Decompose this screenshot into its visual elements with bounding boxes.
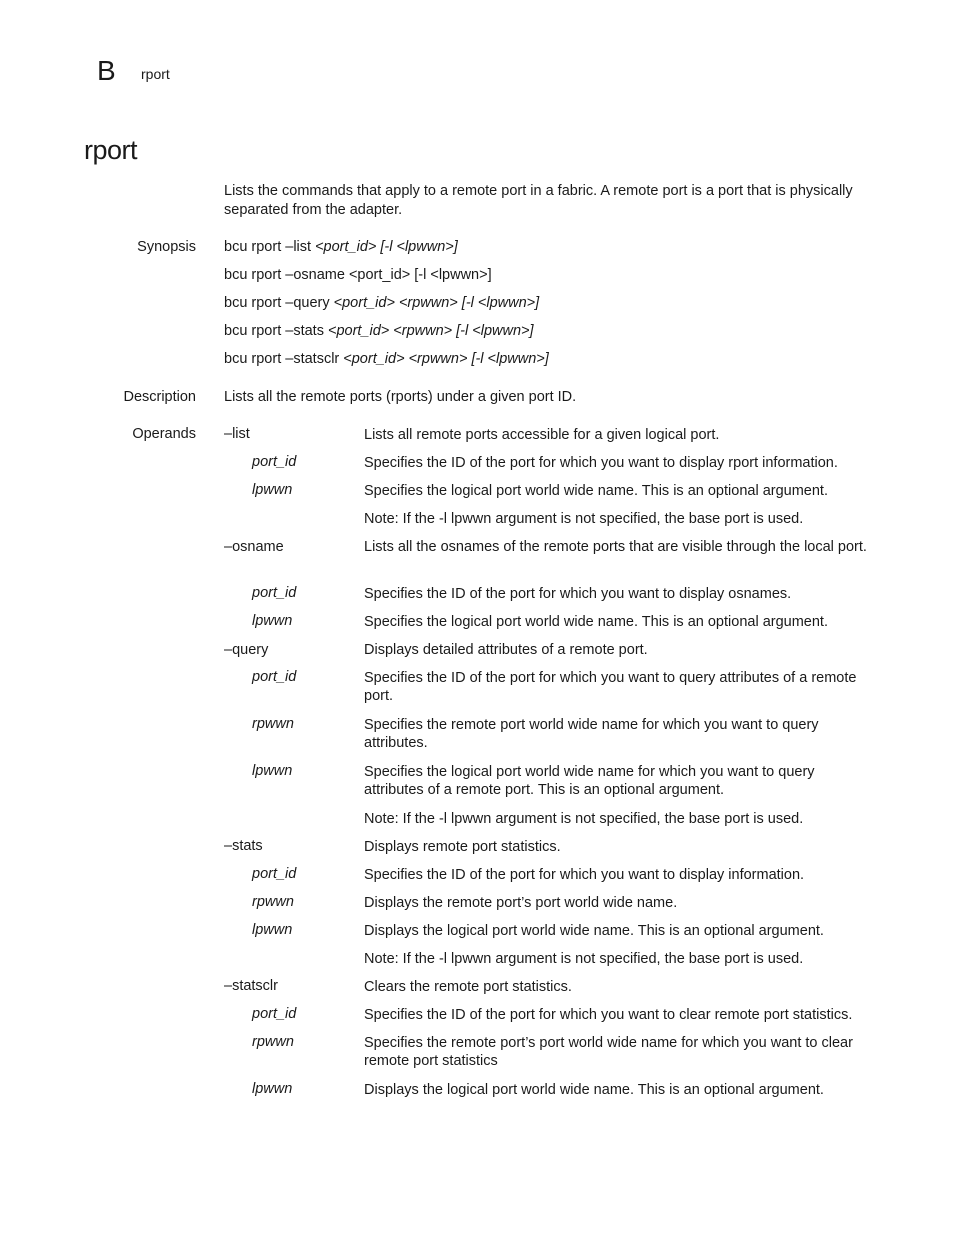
operand-query: –query [224, 642, 269, 658]
synopsis-args: <port_id> [-l <lpwwn>] [344, 267, 492, 283]
synopsis-command: statsclr [293, 351, 340, 367]
description-label: Description [123, 389, 196, 405]
operand-arg: rpwwn [252, 894, 294, 910]
operand-note: Note: If the -l lpwwn argument is not specified, the base port is used. [364, 951, 804, 967]
operand-note: Note: If the -l lpwwn argument is not specified, the base port is used. [364, 811, 804, 827]
operand-arg-desc: Specifies the remote port’s port world wide name for which you want to clear remote port statistics [364, 1035, 853, 1069]
synopsis-prefix: bcu rport – [224, 323, 294, 339]
operand-arg: lpwwn [252, 1081, 293, 1097]
synopsis-prefix: bcu rport – [224, 295, 294, 311]
operand-stats-desc: Displays remote port statistics. [364, 839, 561, 855]
operand-statsclr: –statsclr [224, 978, 278, 994]
operand-query-desc: Displays detailed attributes of a remote port. [364, 642, 648, 658]
description-text: Lists all the remote ports (rports) under a given port ID. [224, 389, 577, 405]
synopsis-prefix: bcu rport – [224, 351, 294, 367]
operand-arg-desc: Specifies the logical port world wide name. This is an optional argument. [364, 614, 828, 630]
chapter-letter: B [97, 55, 116, 86]
page-title: rport [84, 135, 138, 165]
operand-arg: lpwwn [252, 482, 293, 498]
operands-label: Operands [132, 426, 196, 442]
operand-statsclr-desc: Clears the remote port statistics. [364, 979, 572, 995]
operand-arg-desc: Displays the logical port world wide name. This is an optional argument. [364, 923, 824, 939]
operand-note: Note: If the -l lpwwn argument is not specified, the base port is used. [364, 511, 804, 527]
operand-arg: rpwwn [252, 1034, 294, 1050]
synopsis-args: <port_id> <rpwwn> [-l <lpwwn>] [323, 323, 534, 339]
synopsis-args: <port_id> [-l <lpwwn>] [311, 239, 458, 255]
synopsis-line-query [224, 295, 539, 311]
operand-arg: lpwwn [252, 613, 293, 629]
operand-arg: lpwwn [252, 763, 293, 779]
operand-arg: port_id [252, 1006, 297, 1022]
synopsis-args: <port_id> <rpwwn> [-l <lpwwn>] [329, 295, 540, 311]
operand-osname-desc: Lists all the osnames of the remote ports that are visible through the local port. [364, 539, 867, 555]
synopsis-line-statsclr [224, 351, 549, 367]
synopsis-line-stats [224, 323, 534, 339]
operand-arg: lpwwn [252, 922, 293, 938]
operand-arg-desc: Specifies the logical port world wide name for which you want to query attributes of a remote port. This is an optional argument. [364, 764, 815, 798]
operand-arg-desc: Displays the remote port’s port world wide name. [364, 895, 678, 911]
operand-arg-desc: Displays the logical port world wide name. This is an optional argument. [364, 1082, 824, 1098]
operand-arg-desc: Specifies the logical port world wide name. This is an optional argument. [364, 483, 828, 499]
synopsis-label: Synopsis [137, 239, 196, 255]
operand-arg: rpwwn [252, 716, 294, 732]
running-header-topic: rport [141, 66, 170, 82]
operand-arg-desc: Specifies the ID of the port for which you want to query attributes of a remote port. [364, 670, 857, 704]
operand-arg: port_id [252, 669, 297, 685]
operand-list: –list [224, 426, 250, 442]
operand-arg: port_id [252, 866, 297, 882]
synopsis-command: stats [293, 323, 324, 339]
operand-arg: port_id [252, 585, 297, 601]
synopsis-command: query [293, 295, 330, 311]
operand-list-desc: Lists all remote ports accessible for a given logical port. [364, 427, 720, 443]
operand-arg-desc: Specifies the ID of the port for which you want to display osnames. [364, 586, 792, 602]
synopsis-command: osname [293, 267, 345, 283]
operand-arg: port_id [252, 454, 297, 470]
synopsis-args: <port_id> <rpwwn> [-l <lpwwn>] [339, 351, 549, 367]
operand-arg-desc: Specifies the ID of the port for which you want to clear remote port statistics. [364, 1007, 853, 1023]
synopsis-prefix: bcu rport – [224, 239, 294, 255]
operand-arg-desc: Specifies the remote port world wide name for which you want to query attributes. [364, 717, 819, 751]
synopsis-line-list [224, 239, 458, 255]
operand-arg-desc: Specifies the ID of the port for which you want to display rport information. [364, 455, 838, 471]
synopsis-command: list [293, 239, 312, 255]
operand-osname: –osname [224, 539, 284, 555]
synopsis-line-osname [224, 267, 492, 283]
operand-stats: –stats [224, 838, 263, 854]
intro-paragraph: Lists the commands that apply to a remote port in a fabric. A remote port is a port that is physically separated from the adapter. [224, 183, 853, 218]
operand-arg-desc: Specifies the ID of the port for which you want to display information. [364, 867, 805, 883]
synopsis-prefix: bcu rport – [224, 267, 294, 283]
